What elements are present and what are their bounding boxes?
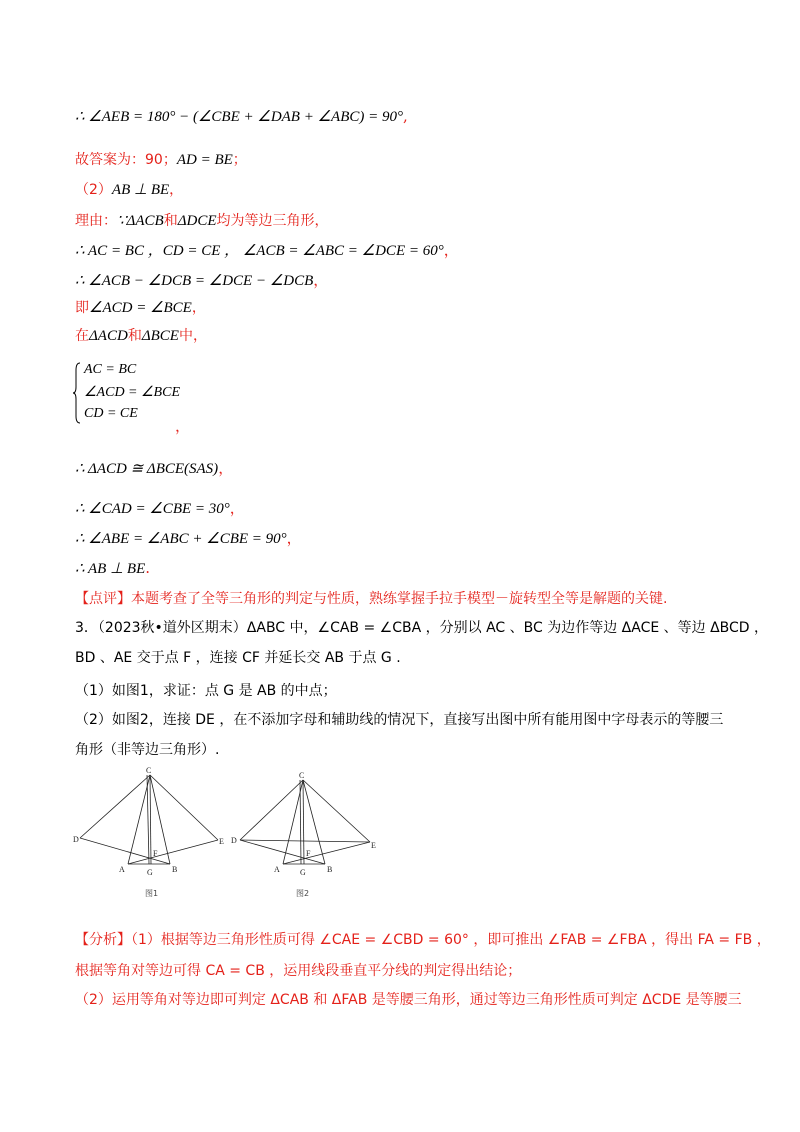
equation: ∴ AC = BC ，CD = CE ， ∠ACB = ∠ABC = ∠DCE = 60° — [75, 243, 444, 259]
analysis-line-3: （2）运用等角对等边即可判定 ΔCAB 和 ΔFAB 是等腰三角形，通过等边三角形性质可判定 ΔCDE 是等腰三 — [75, 992, 742, 1008]
point-label-a: A — [274, 865, 280, 874]
equation: AB ⊥ BE — [111, 182, 170, 198]
equation: AD = BE — [176, 152, 233, 168]
prefix: 即 — [75, 300, 89, 316]
line-5 — [75, 240, 459, 261]
question-3-part-2: （2）如图2，连接 DE ，在不添加字母和辅助线的情况下，直接写出图中所有能用图中字母表示的等腰三 — [75, 712, 724, 728]
equation: ΔACD — [89, 328, 128, 344]
point-label-f: F — [306, 849, 311, 858]
punct: ， — [169, 182, 184, 198]
figure-2 — [228, 770, 378, 880]
system-row-3: CD = CE — [84, 406, 138, 421]
line-3 — [75, 180, 183, 200]
line-11 — [75, 528, 302, 549]
point-label-a: A — [119, 865, 125, 874]
line-8 — [75, 326, 207, 346]
line-9 — [75, 458, 233, 479]
prefix: 在 — [75, 328, 89, 344]
equation: ∴ AB ⊥ BE — [75, 561, 146, 577]
punct: ， — [229, 499, 245, 517]
point-label-b: B — [172, 865, 178, 874]
equation: ∴ ΔACD ≅ ΔBCE(SAS) — [75, 461, 219, 477]
line-12 — [75, 558, 150, 579]
line-10 — [75, 498, 245, 519]
point-label-b: B — [327, 865, 333, 874]
line-7 — [75, 298, 206, 318]
text: 中， — [178, 328, 207, 344]
part-label: （2） — [75, 182, 112, 198]
question-3-line-1: 3．（2023秋•道外区期末）ΔABC 中，∠CAB = ∠CBA ，分别以 AC 、BC 为边作等边 ΔACE 、等边 ΔBCD ， — [75, 620, 769, 636]
equation: ∴ ∠ACB − ∠DCB = ∠DCE − ∠DCB — [75, 273, 314, 289]
answer-prefix: 故答案为：90； — [75, 152, 177, 168]
analysis-line-1: 【分析】（1）根据等边三角形性质可得 ∠CAE = ∠CBD = 60° ，即可推出 ∠FAB = ∠FBA ，得出 FA = FB ， — [75, 932, 771, 948]
point-label-d: D — [73, 835, 79, 844]
point-label-f: F — [153, 849, 158, 858]
question-3-line-2: BD 、AE 交于点 F ，连接 CF 并延长交 AB 于点 G . — [75, 650, 401, 666]
figure-2-caption: 图2 — [296, 889, 310, 898]
punct: ； — [232, 152, 247, 168]
equation: ∠ACD = ∠BCE — [89, 300, 192, 316]
brace-icon — [73, 362, 81, 424]
punct: ， — [443, 241, 459, 259]
point-label-c: C — [299, 771, 305, 780]
equation: ∴ ∠ABE = ∠ABC + ∠CBE = 90° — [75, 531, 287, 547]
point-label-g: G — [147, 868, 153, 877]
question-3-part-2-cont: 角形（非等边三角形）. — [75, 742, 220, 758]
punct: ， — [218, 459, 234, 477]
connector: 和 — [163, 213, 178, 229]
punct: . — [145, 559, 151, 577]
reason-prefix: 理由： — [75, 213, 117, 229]
figure-1 — [70, 765, 230, 880]
equation: ∵ΔACB — [117, 213, 164, 229]
comment-line: 【点评】本题考查了全等三角形的判定与性质，熟练掌握手拉手模型－旋转型全等是解题的关键. — [75, 591, 668, 607]
point-label-e: E — [371, 841, 376, 850]
equation: ΔDCE — [177, 213, 217, 229]
point-label-g: G — [300, 868, 306, 877]
point-label-c: C — [146, 766, 152, 775]
equation: ∴ ∠AEB = 180° − (∠CBE + ∠DAB + ∠ABC) = 90° — [75, 109, 403, 125]
point-label-d: D — [231, 836, 237, 845]
system-row-2: ∠ACD = ∠BCE — [84, 385, 180, 400]
equation: ΔBCE — [141, 328, 179, 344]
line-4 — [75, 211, 329, 231]
line-2 — [75, 150, 247, 170]
punct: , — [403, 107, 408, 125]
punct: ， — [313, 271, 329, 289]
figure-1-caption: 图1 — [145, 889, 159, 898]
point-label-e: E — [219, 837, 224, 846]
text: 均为等边三角形， — [216, 213, 329, 229]
system-row-1: AC = BC — [84, 362, 137, 377]
system-tail: ， — [175, 417, 191, 435]
line-1 — [75, 106, 408, 127]
question-3-part-1: （1）如图1，求证：点 G 是 AB 的中点； — [75, 683, 337, 699]
connector: 和 — [127, 328, 142, 344]
line-6 — [75, 270, 328, 291]
punct: ， — [191, 300, 206, 316]
punct: ， — [286, 529, 302, 547]
equation: ∴ ∠CAD = ∠CBE = 30° — [75, 501, 230, 517]
analysis-line-2: 根据等角对等边可得 CA = CB ，运用线段垂直平分线的判定得出结论； — [75, 963, 522, 979]
